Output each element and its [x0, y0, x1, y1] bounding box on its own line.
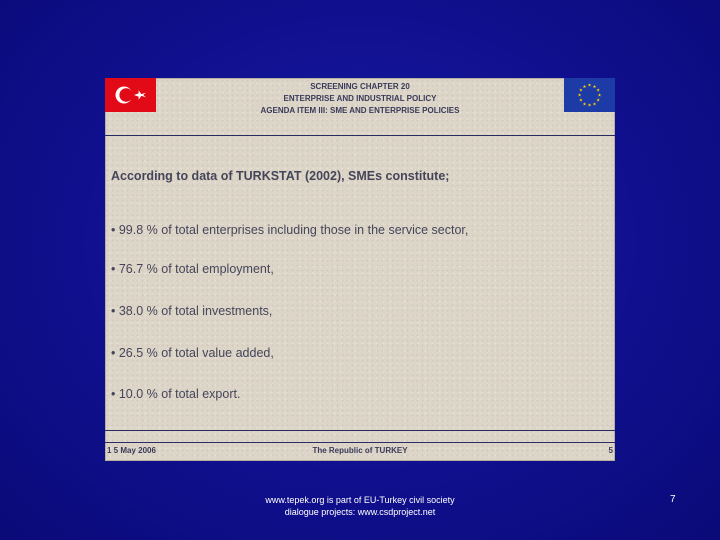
header-line-2: ENTERPRISE AND INDUSTRIAL POLICY: [283, 94, 437, 103]
eu-star-icon: ★: [597, 92, 602, 98]
bullet-value-added: • 26.5 % of total value added,: [111, 346, 274, 360]
footer-slide-number: 5: [608, 446, 613, 455]
header-divider: [105, 135, 615, 136]
footer-date: 1 5 May 2006: [107, 446, 156, 455]
footer-divider-top: [105, 430, 615, 431]
bullet-export: • 10.0 % of total export.: [111, 387, 241, 401]
eu-star-icon: ★: [596, 87, 601, 93]
eu-star-icon: ★: [577, 92, 582, 98]
eu-star-icon: ★: [592, 101, 597, 107]
bullet-investments: • 38.0 % of total investments,: [111, 304, 273, 318]
eu-star-icon: ★: [596, 97, 601, 103]
turkey-flag-icon: [105, 78, 156, 112]
slide-footer: [105, 446, 615, 458]
eu-star-icon: ★: [592, 83, 597, 89]
slide-panel: [105, 78, 615, 461]
eu-star-icon: ★: [582, 101, 587, 107]
bullet-employment: • 76.7 % of total employment,: [111, 262, 274, 276]
caption: [220, 494, 500, 518]
eu-star-icon: ★: [578, 97, 583, 103]
eu-star-icon: ★: [587, 102, 592, 108]
caption-line-2: dialogue projects: www.csdproject.net: [284, 507, 436, 517]
caption-line-1: www.tepek.org is part of EU-Turkey civil society: [265, 495, 455, 505]
header-line-3: AGENDA ITEM III: SME AND ENTERPRISE POLICIES: [260, 106, 460, 115]
intro-text: According to data of TURKSTAT (2002), SMEs constitute;: [111, 169, 450, 183]
eu-star-icon: ★: [587, 82, 592, 88]
slide-header: [160, 81, 560, 117]
eu-flag-icon: [564, 78, 615, 112]
eu-star-icon: ★: [582, 83, 587, 89]
bullet-enterprises: • 99.8 % of total enterprises including those in the service sector,: [111, 223, 469, 237]
eu-star-icon: ★: [578, 87, 583, 93]
header-line-1: SCREENING CHAPTER 20: [310, 82, 410, 91]
footer-divider-bottom: [105, 442, 615, 443]
footer-title: The Republic of TURKEY: [312, 446, 408, 455]
page-number: 7: [670, 494, 676, 505]
